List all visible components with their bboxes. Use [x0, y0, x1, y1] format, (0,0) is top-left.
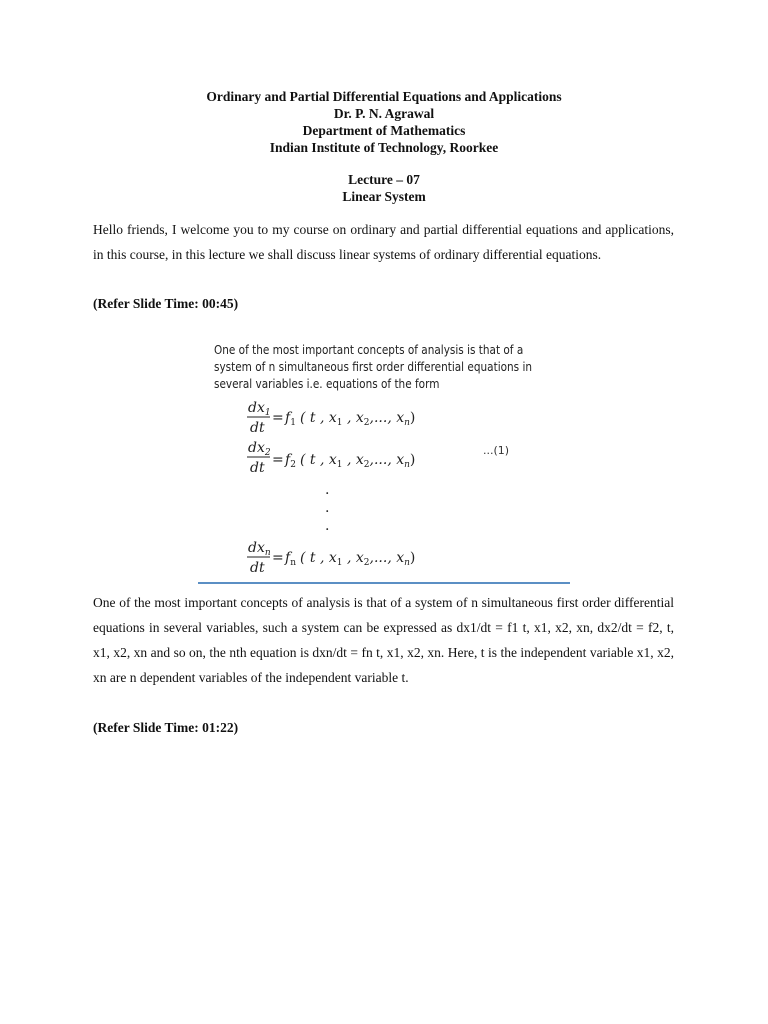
svg-text:( t , x1 , x2,..., xn): ( t , $x_1$ , $x_2$,..., $x_n$) — [300, 550, 416, 568]
slide-line-3: several variables i.e. equations of the form — [214, 377, 440, 391]
svg-text:f2: $f_2$ — [285, 452, 296, 470]
equation-2 — [247, 440, 415, 476]
refer-slide-time-1: (Refer Slide Time: 00:45) — [93, 296, 239, 311]
department-name: Department of Mathematics — [302, 123, 466, 138]
slide-line-1: One of the most important concepts of analysis is that of a — [214, 343, 524, 357]
intro-paragraph: Hello friends, I welcome you to my course on ordinary and partial differential equations and applications, in this course, in this lecture we shall discuss linear systems of ordinary differential equations. — [93, 222, 674, 262]
svg-text:dxn: $dx_n$ — [248, 540, 271, 558]
svg-text:=: = — [272, 550, 284, 566]
author-name: Dr. P. N. Agrawal — [333, 106, 435, 121]
equation-1 — [247, 400, 415, 436]
course-title: Ordinary and Partial Differential Equations and Applications — [206, 89, 562, 104]
lecture-header — [0, 171, 768, 205]
slide-image — [196, 338, 576, 588]
body-paragraph: One of the most important concepts of analysis is that of a system of n simultaneous first order differential equations in several variables, such a system can be expressed as dx1/dt = f1 t, x1, x2, xn, dx2/dt = f2, t, x1, x2, xn and so on, the nth equation is dxn/dt = fn t, x1, x2, xn. Here, t is the independent variable x1, x2, xn are n dependent variables of the independent variable t. — [93, 595, 674, 685]
svg-text:.: . — [325, 482, 330, 498]
refer-slide-time-2: (Refer Slide Time: 01:22) — [93, 720, 239, 735]
institute-name: Indian Institute of Technology, Roorkee — [269, 140, 499, 155]
svg-text:f1: $f_1$ — [285, 410, 296, 428]
svg-text:dt: dt — [250, 560, 265, 576]
lecture-topic: Linear System — [342, 189, 426, 204]
svg-text:.: . — [325, 500, 330, 516]
svg-text:dt: dt — [250, 460, 265, 476]
svg-text:( t , x1 , x2,..., xn): ( t , $x_1$ , $x_2$,..., $x_n$) — [300, 410, 416, 428]
svg-text:dx1: $dx_1$ — [248, 400, 271, 418]
svg-text:=: = — [272, 410, 284, 426]
document-header — [0, 88, 768, 156]
svg-text:fn: $f_n$ — [285, 550, 296, 568]
slide-divider — [198, 582, 570, 584]
equation-number-label: ...(1) — [483, 444, 510, 457]
svg-text:=: = — [272, 452, 284, 468]
svg-text:.: . — [325, 518, 330, 534]
equation-n — [247, 540, 415, 576]
svg-text:dx2: $dx_2$ — [248, 440, 271, 458]
svg-text:( t , x1 , x2,..., xn): ( t , $x_1$ , $x_2$,..., $x_n$) — [300, 452, 416, 470]
svg-text:dt: dt — [250, 420, 265, 436]
vertical-ellipsis — [325, 482, 329, 534]
lecture-number: Lecture – 07 — [348, 172, 420, 187]
equation-system — [196, 338, 576, 588]
slide-line-2: system of n simultaneous first order differential equations in — [214, 360, 533, 374]
